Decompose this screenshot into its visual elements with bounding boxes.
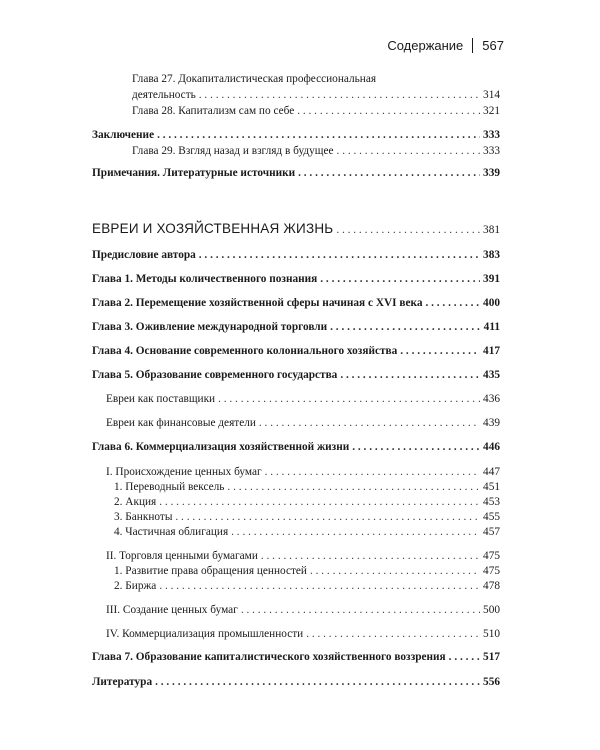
- toc-entry-g6-1-3[interactable]: 3. Банкноты . . . 455: [92, 510, 500, 524]
- toc-entry-g5b[interactable]: Евреи как финансовые деятели . . . 439: [92, 416, 500, 430]
- toc-entry-g6[interactable]: Глава 6. Коммерциализация хозяйственной жизни . . . 446: [92, 440, 500, 454]
- toc-entry-g6-1-2[interactable]: 2. Акция . . . 453: [92, 495, 500, 509]
- toc-entry-g5[interactable]: Глава 5. Образование современного государства . . . 435: [92, 368, 500, 382]
- toc-entry-ch27[interactable]: деятельность . . . 314: [92, 88, 500, 102]
- header-title: Содержание: [387, 38, 464, 53]
- header-separator: [472, 38, 473, 53]
- toc-entry-g6-3[interactable]: III. Создание ценных бумаг . . . 500: [92, 603, 500, 617]
- toc-entry-g7[interactable]: Глава 7. Образование капиталистического хозяйственного воззрения . . . 517: [92, 650, 500, 664]
- toc-entry-conclusion[interactable]: Заключение . . . 333: [92, 128, 500, 142]
- toc-entry-ch27-line1: Глава 27. Докапиталистическая профессиональная: [132, 73, 377, 85]
- toc-entry-g6-2[interactable]: II. Торговля ценными бумагами . . . 475: [92, 549, 500, 563]
- toc-entry-g6-2-2[interactable]: 2. Биржа . . . 478: [92, 579, 500, 593]
- toc-entry-g5a[interactable]: Евреи как поставщики . . . 436: [92, 392, 500, 406]
- toc-entry-ch29[interactable]: Глава 29. Взгляд назад и взгляд в будущее . . . 333: [92, 144, 500, 158]
- toc-entry-g3[interactable]: Глава 3. Оживление международной торговли . . . 411: [92, 320, 500, 334]
- toc-entry-g6-1-4[interactable]: 4. Частичная облигация . . . 457: [92, 525, 500, 539]
- toc-entry-notes[interactable]: Примечания. Литературные источники . . . 339: [92, 166, 500, 180]
- toc-section-heading[interactable]: ЕВРЕИ И ХОЗЯЙСТВЕННАЯ ЖИЗНЬ . . . 381: [92, 222, 500, 237]
- toc-entry-g6-2-1[interactable]: 1. Развитие права обращения ценностей . . . 475: [92, 564, 500, 578]
- header-page-number: 567: [482, 38, 504, 53]
- toc-entry-ch28[interactable]: Глава 28. Капитализм сам по себе . . . 321: [92, 104, 500, 118]
- toc-entry-g4[interactable]: Глава 4. Основание современного колониального хозяйства . . . 417: [92, 344, 500, 358]
- toc-entry-g1[interactable]: Глава 1. Методы количественного познания . . . 391: [92, 272, 500, 286]
- toc-entry-preface[interactable]: Предисловие автора . . . 383: [92, 248, 500, 262]
- toc-entry-g6-4[interactable]: IV. Коммерциализация промышленности . . . 510: [92, 627, 500, 641]
- running-header: [387, 38, 504, 53]
- toc-entry-literature[interactable]: Литература . . . 556: [92, 675, 500, 689]
- toc-entry-g6-1-1[interactable]: 1. Переводный вексель . . . 451: [92, 480, 500, 494]
- toc-entry-g6-1[interactable]: I. Происхождение ценных бумаг . . . 447: [92, 465, 500, 479]
- toc-entry-g2[interactable]: Глава 2. Перемещение хозяйственной сферы начиная с XVI века . . . 400: [92, 296, 500, 310]
